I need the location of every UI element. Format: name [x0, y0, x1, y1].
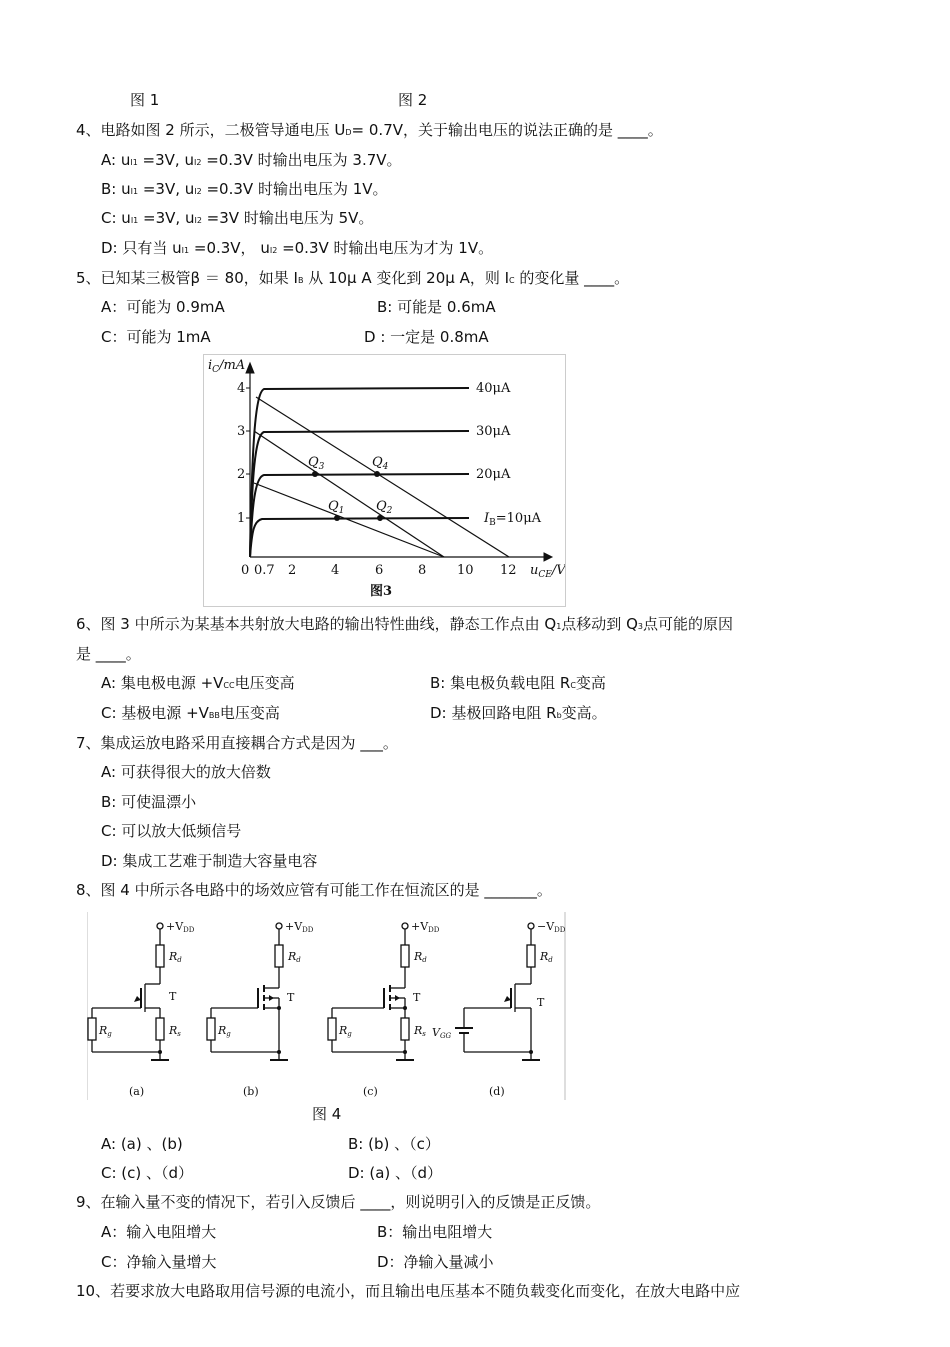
- q7-option-a: A: 可获得很大的放大倍数: [101, 763, 271, 781]
- q9-option-c: C：净输入量增大: [101, 1253, 217, 1271]
- q6-stem-line2: 是 ____。: [76, 645, 141, 663]
- x-tick-0: 0: [241, 563, 250, 578]
- curve-label-ib-sub: B: [489, 518, 496, 528]
- circuit-label-d: (d): [489, 1085, 505, 1098]
- q5-option-b: B: 可能是 0.6mA: [377, 298, 496, 316]
- figure-3-caption: 图3: [370, 584, 393, 599]
- curve-label-10ua: =10μA: [495, 511, 542, 526]
- svg-text:Q3: [308, 455, 325, 472]
- point-q2-label: Q: [376, 499, 387, 514]
- q9-option-d: D：净输入量减小: [377, 1253, 494, 1271]
- q6-option-c: C: 基极电源 +VBB电压变高: [101, 704, 280, 722]
- q4-stem: 4、电路如图 2 所示，二极管导通电压 UD= 0.7V，关于输出电压的说法正确的是 ____。: [76, 121, 663, 139]
- curve-label-40ua: 40μA: [476, 381, 511, 396]
- q5-option-c: C：可能为 1mA: [101, 328, 211, 346]
- q4-option-b: B: uI1 =3V, uI2 =0.3V 时输出电压为 1V。: [101, 180, 388, 198]
- circuit-label-c: (c): [363, 1085, 378, 1098]
- q7-option-d: D: 集成工艺难于制造大容量电容: [101, 852, 318, 870]
- x-tick-2: 2: [288, 563, 297, 578]
- q5-option-a: A：可能为 0.9mA: [101, 298, 225, 316]
- q9-stem: 9、在输入量不变的情况下，若引入反馈后 ____，则说明引入的反馈是正反馈。: [76, 1193, 601, 1211]
- point-q3-label: Q: [308, 455, 319, 470]
- q9-option-a: A：输入电阻增大: [101, 1223, 217, 1241]
- x-tick-4: 4: [331, 563, 340, 578]
- svg-text:Rd: Rd: [169, 950, 182, 964]
- substrate-arrow-c: [395, 995, 400, 1001]
- svg-text:Rg: Rg: [218, 1024, 231, 1038]
- svg-text:Rs: Rs: [414, 1024, 426, 1038]
- gate-arrow-d: [504, 996, 511, 1002]
- y-axis-unit: /mA: [219, 358, 246, 373]
- y-axis-label: i: [208, 358, 213, 373]
- q7-stem: 7、集成运放电路采用直接耦合方式是因为 ___。: [76, 734, 398, 752]
- x-axis-unit: /V: [551, 563, 565, 578]
- circuit-label-b: (b): [243, 1085, 259, 1098]
- output-characteristic-graph: [204, 355, 565, 606]
- svg-text:T: T: [169, 990, 177, 1003]
- q6-option-d: D: 基极回路电阻 Rb变高。: [430, 704, 607, 722]
- point-q1-label: Q: [328, 499, 339, 514]
- point-q3-sub: 3: [318, 462, 325, 472]
- point-q2-sub: 2: [386, 506, 393, 516]
- q8-option-a: A: (a) 、(b): [101, 1135, 183, 1153]
- svg-text:Rd: Rd: [540, 950, 553, 964]
- figure-4: [87, 912, 566, 1100]
- svg-text:Rs: Rs: [169, 1024, 181, 1038]
- q6-option-a: A: 集电极电源 +VCC电压变高: [101, 674, 295, 692]
- q8-option-d: D: (a) 、（d）: [348, 1164, 443, 1182]
- q9-option-b: B：输出电阻增大: [377, 1223, 493, 1241]
- svg-text:Q2: [376, 499, 393, 516]
- svg-text:Rg: Rg: [339, 1024, 352, 1038]
- svg-text:VGG: VGG: [432, 1026, 452, 1040]
- q4-option-c: C: uI1 =3V, uI2 =3V 时输出电压为 5V。: [101, 209, 374, 227]
- y-tick-3: 3: [237, 424, 246, 439]
- substrate-arrow-b: [269, 995, 274, 1001]
- q4-option-a: A: uI1 =3V, uI2 =0.3V 时输出电压为 3.7V。: [101, 151, 402, 169]
- svg-text:uCE/V: [530, 563, 565, 580]
- q7-option-c: C: 可以放大低频信号: [101, 822, 242, 840]
- fet-circuits-diagram: [87, 912, 566, 1100]
- svg-text:T: T: [537, 996, 545, 1009]
- svg-text:+VDD: +VDD: [285, 920, 314, 934]
- svg-text:iC/mA: [208, 358, 245, 375]
- y-tick-2: 2: [237, 467, 246, 482]
- y-axis-label-sub: C: [212, 365, 220, 375]
- svg-text:+VDD: +VDD: [411, 920, 440, 934]
- q7-option-b: B: 可使温漂小: [101, 793, 197, 811]
- svg-text:T: T: [413, 991, 421, 1004]
- curve-label-30ua: 30μA: [476, 424, 511, 439]
- q8-option-c: C: (c) 、（d）: [101, 1164, 194, 1182]
- y-tick-1: 1: [237, 511, 246, 526]
- figure-1-caption: 图 1: [130, 91, 160, 109]
- figure-3: [203, 354, 566, 607]
- curve-label-ib: I: [484, 511, 490, 526]
- figure-2-caption: 图 2: [398, 91, 428, 109]
- svg-text:IB=10μA: [483, 511, 542, 528]
- point-q1-sub: 1: [338, 506, 345, 516]
- curve-label-20ua: 20μA: [476, 467, 511, 482]
- svg-text:Rd: Rd: [414, 950, 427, 964]
- x-axis-label: u: [530, 563, 539, 578]
- circuit-label-a: (a): [129, 1085, 145, 1098]
- svg-text:T: T: [287, 991, 295, 1004]
- svg-text:−VDD: −VDD: [537, 920, 566, 934]
- x-axis-label-sub: CE: [538, 570, 552, 580]
- x-tick-6: 6: [375, 563, 384, 578]
- point-q4-sub: 4: [382, 462, 389, 472]
- svg-text:Rg: Rg: [99, 1024, 112, 1038]
- q6-option-b: B: 集电极负载电阻 RC变高: [430, 674, 606, 692]
- figure-4-caption: 图 4: [312, 1105, 342, 1123]
- point-q4-label: Q: [372, 455, 383, 470]
- x-tick-12: 12: [500, 563, 517, 578]
- q5-stem: 5、已知某三极管β ＝ 80，如果 IB 从 10μ A 变化到 20μ A，则 IC 的变化量 ____。: [76, 269, 630, 287]
- svg-text:+VDD: +VDD: [166, 920, 195, 934]
- q4-option-d: D: 只有当 uI1 =0.3V， uI2 =0.3V 时输出电压为才为 1V。: [101, 239, 494, 257]
- x-tick-8: 8: [418, 563, 427, 578]
- q8-stem: 8、图 4 中所示各电路中的场效应管有可能工作在恒流区的是 _______。: [76, 881, 552, 899]
- q8-option-b: B: (b) 、（c）: [348, 1135, 440, 1153]
- gate-arrow-a: [134, 996, 141, 1002]
- svg-text:Rd: Rd: [288, 950, 301, 964]
- q10-stem: 10、若要求放大电路取用信号源的电流小，而且输出电压基本不随负载变化而变化，在放大电路中应: [76, 1282, 741, 1300]
- x-tick-0-7: 0.7: [254, 563, 275, 578]
- svg-text:Q1: [328, 499, 344, 516]
- q5-option-d: D : 一定是 0.8mA: [364, 328, 489, 346]
- q6-stem-line1: 6、图 3 中所示为某基本共射放大电路的输出特性曲线，静态工作点由 Q1点移动到 Q3点可能的原因: [76, 615, 733, 633]
- y-tick-4: 4: [237, 381, 246, 396]
- x-tick-10: 10: [457, 563, 474, 578]
- svg-text:Q4: [372, 455, 389, 472]
